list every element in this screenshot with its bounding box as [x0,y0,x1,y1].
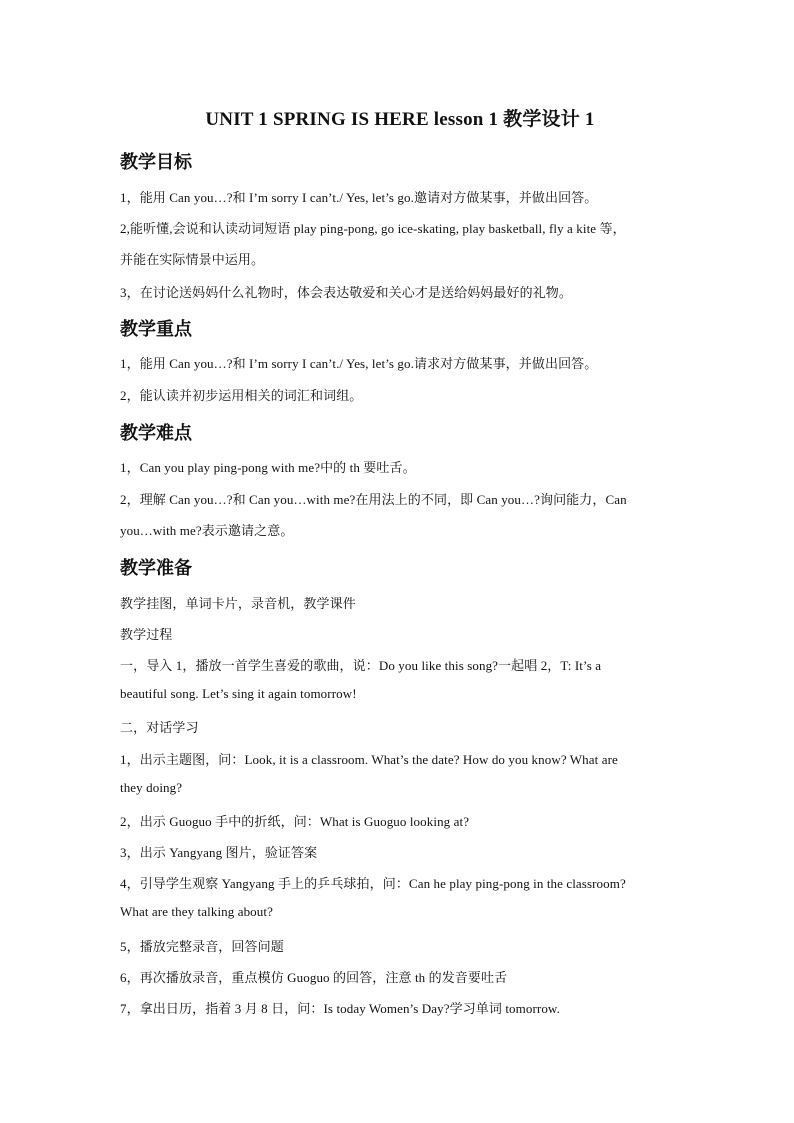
heading-goals: 教学目标 [120,152,192,172]
prep-line-12: 5，播放完整录音，回答问题 [120,939,284,954]
heading-key-points: 教学重点 [120,319,192,339]
prep-line-11: What are they talking about? [120,904,273,919]
prep-line-14: 7，拿出日历，指着 3 月 8 日，问：Is today Women’s Day?学习单词 tomorrow. [120,1001,560,1016]
prep-line-9: 3，出示 Yangyang 图片，验证答案 [120,845,318,860]
goals-line-3: 并能在实际情景中运用。 [120,252,265,267]
page-title: UNIT 1 SPRING IS HERE lesson 1 教学设计 1 [205,109,595,130]
prep-line-1: 教学挂图，单词卡片，录音机，教学课件 [120,596,356,611]
difficulties-line-2: 2，理解 Can you…?和 Can you…with me?在用法上的不同，即 Can you…?询问能力，Can [120,492,627,507]
difficulties-line-1: 1，Can you play ping-pong with me?中的 th 要吐舌。 [120,460,416,475]
prep-line-8: 2，出示 Guoguo 手中的折纸，问：What is Guoguo looking at? [120,814,470,829]
key-points-line-1: 1，能用 Can you…?和 I’m sorry I can’t./ Yes, let’s go.请求对方做某事，并做出回答。 [120,356,598,371]
goals-line-1: 1，能用 Can you…?和 I’m sorry I can’t./ Yes, let’s go.邀请对方做某事，并做出回答。 [120,190,598,205]
prep-line-3: 一，导入 1，播放一首学生喜爱的歌曲，说：Do you like this song?一起唱 2，T: It’s a [120,658,602,673]
prep-line-4: beautiful song. Let’s sing it again tomorrow! [120,686,357,701]
prep-line-13: 6，再次播放录音，重点模仿 Guoguo 的回答，注意 th 的发音要吐舌 [120,970,508,985]
heading-difficulties: 教学难点 [120,423,192,443]
goals-line-2: 2,能听懂,会说和认读动词短语 play ping-pong, go ice-skating, play basketball, fly a kite 等， [120,221,626,236]
prep-line-5: 二，对话学习 [120,720,199,735]
difficulties-line-3: you…with me?表示邀请之意。 [120,523,294,538]
heading-preparation: 教学准备 [120,558,192,578]
prep-line-2: 教学过程 [120,627,173,642]
prep-line-6: 1，出示主题图，问：Look, it is a classroom. What’s the date? How do you know? What are [120,752,618,767]
key-points-line-2: 2，能认读并初步运用相关的词汇和词组。 [120,388,363,403]
goals-line-4: 3，在讨论送妈妈什么礼物时，体会表达敬爱和关心才是送给妈妈最好的礼物。 [120,285,573,300]
prep-line-10: 4，引导学生观察 Yangyang 手上的乒乓球拍，问：Can he play ping-pong in the classroom? [120,876,626,891]
prep-line-7: they doing? [120,780,183,795]
